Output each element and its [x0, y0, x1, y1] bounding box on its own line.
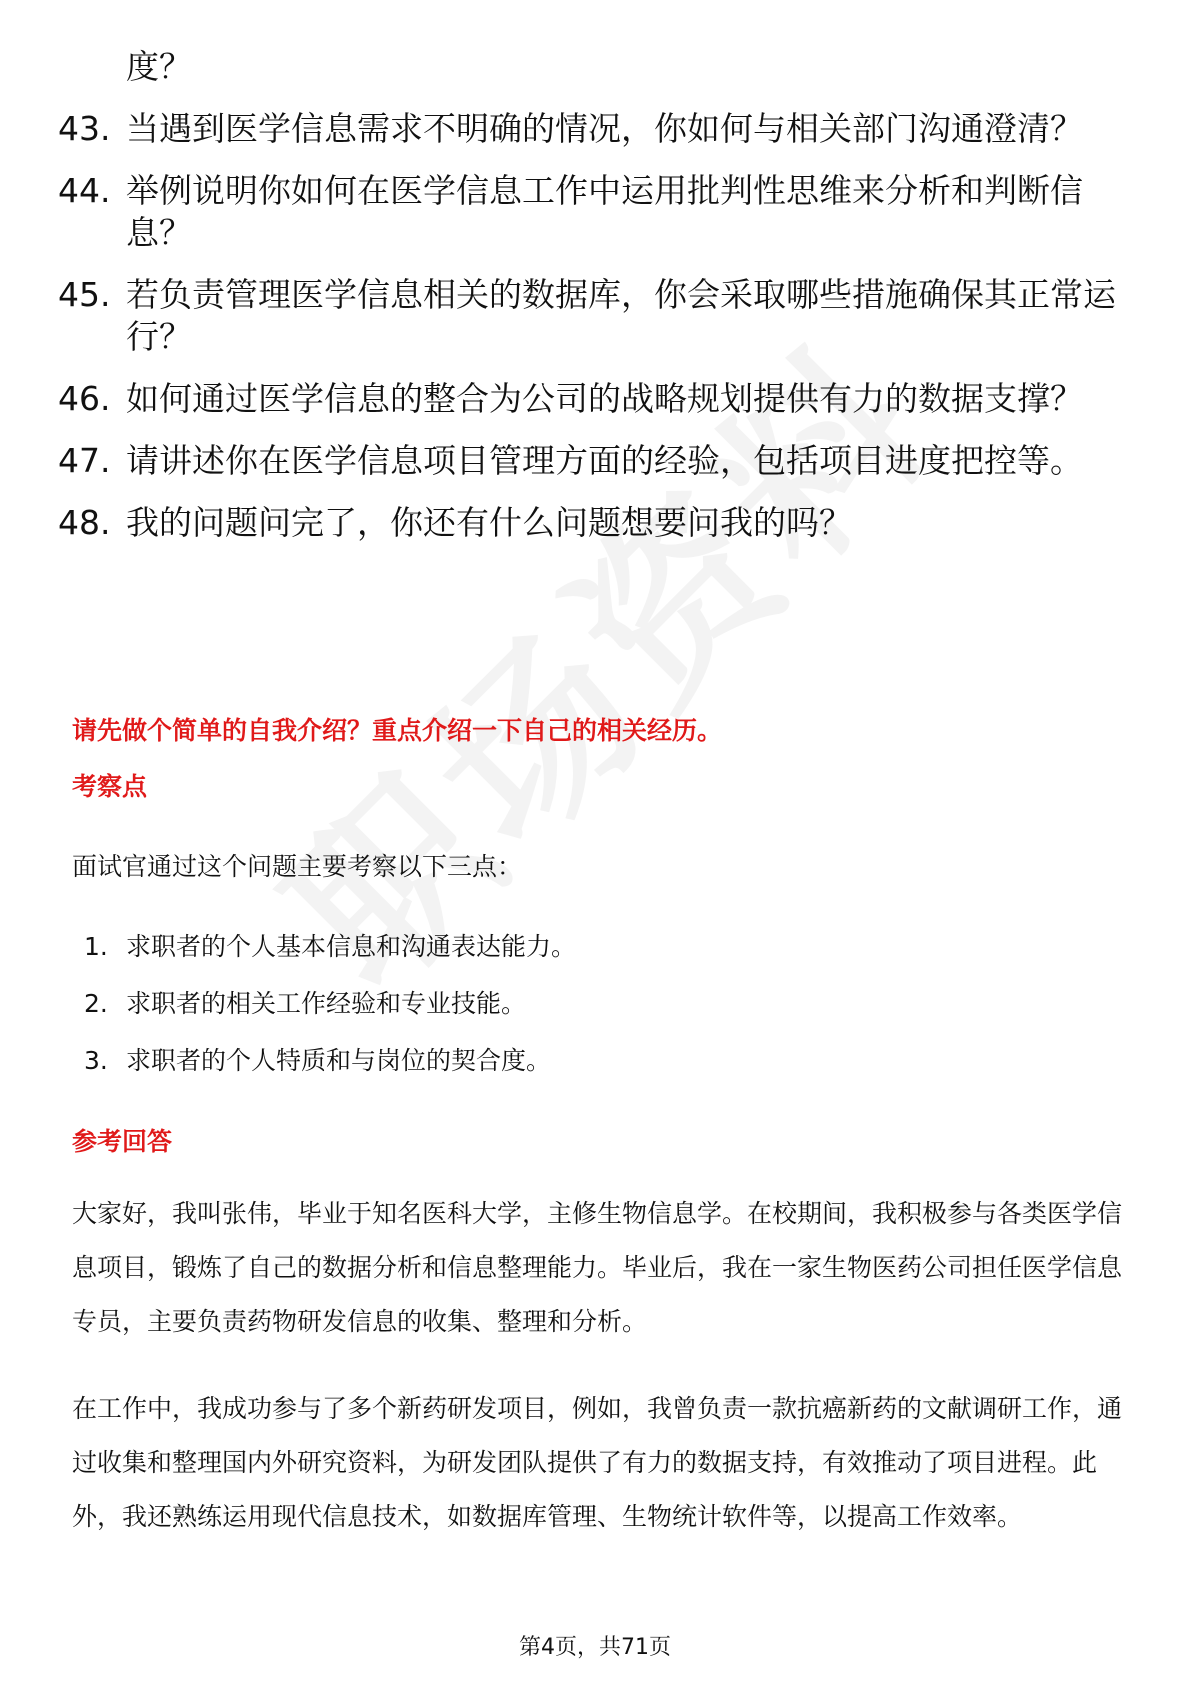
- question-number: 45.: [58, 275, 111, 314]
- list-number: 1.: [84, 932, 108, 961]
- question-item: [58, 170, 1118, 254]
- question-number: 48.: [58, 503, 111, 542]
- question-text: 如何通过医学信息的整合为公司的战略规划提供有力的数据支撑？: [126, 379, 1083, 418]
- question-continuation: 度？: [126, 47, 192, 86]
- question-text: 举例说明你如何在医学信息工作中运用批判性思维来分析和判断信息？: [126, 171, 1083, 252]
- question-text: 当遇到医学信息需求不明确的情况，你如何与相关部门沟通澄清？: [126, 109, 1083, 148]
- list-item: [84, 930, 1084, 964]
- focus-intro-text: 面试官通过这个问题主要考察以下三点：: [72, 852, 523, 881]
- answer-paragraph-2: [72, 1382, 1122, 1544]
- focus-intro: [72, 840, 1122, 894]
- list-text: 求职者的个人基本信息和沟通表达能力。: [126, 932, 577, 961]
- question-item: [58, 378, 1118, 420]
- question-number: 46.: [58, 379, 111, 418]
- focus-heading: 考察点: [72, 772, 148, 801]
- question-list: [58, 46, 1118, 564]
- list-number: 2.: [84, 989, 108, 1018]
- question-number: 44.: [58, 171, 111, 210]
- focus-points-list: [84, 930, 1084, 1101]
- answer-heading: 参考回答: [72, 1127, 173, 1156]
- page-footer: 第4页，共71页: [519, 1635, 671, 1660]
- list-text: 求职者的相关工作经验和专业技能。: [126, 989, 527, 1018]
- question-item: [58, 440, 1118, 482]
- section-question-title: 请先做个简单的自我介绍？重点介绍一下自己的相关经历。: [72, 716, 723, 745]
- question-item: [58, 274, 1118, 358]
- question-item: [58, 108, 1118, 150]
- list-text: 求职者的个人特质和与岗位的契合度。: [126, 1046, 552, 1075]
- answer-paragraph-1: [72, 1187, 1122, 1349]
- list-item: [84, 987, 1084, 1021]
- list-item: [84, 1044, 1084, 1078]
- answer-text: 在工作中，我成功参与了多个新药研发项目，例如，我曾负责一款抗癌新药的文献调研工作，通过收集和整理国内外研究资料，为研发团队提供了有力的数据支持，有效推动了项目进程。此外，我还熟练运用现代信息技术，如数据库管理、生物统计软件等，以提高工作效率。: [72, 1394, 1123, 1531]
- question-number: 43.: [58, 109, 111, 148]
- answer-text: 大家好，我叫张伟，毕业于知名医科大学，主修生物信息学。在校期间，我积极参与各类医学信息项目，锻炼了自己的数据分析和信息整理能力。毕业后，我在一家生物医药公司担任医学信息专员，主要负责药物研发信息的收集、整理和分析。: [72, 1199, 1123, 1336]
- question-number: 47.: [58, 441, 111, 480]
- question-text: 我的问题问完了，你还有什么问题想要问我的吗？: [126, 503, 852, 542]
- list-number: 3.: [84, 1046, 108, 1075]
- question-text: 若负责管理医学信息相关的数据库，你会采取哪些措施确保其正常运行？: [126, 275, 1116, 356]
- question-item: [58, 502, 1118, 544]
- question-text: 请讲述你在医学信息项目管理方面的经验，包括项目进度把控等。: [126, 441, 1083, 480]
